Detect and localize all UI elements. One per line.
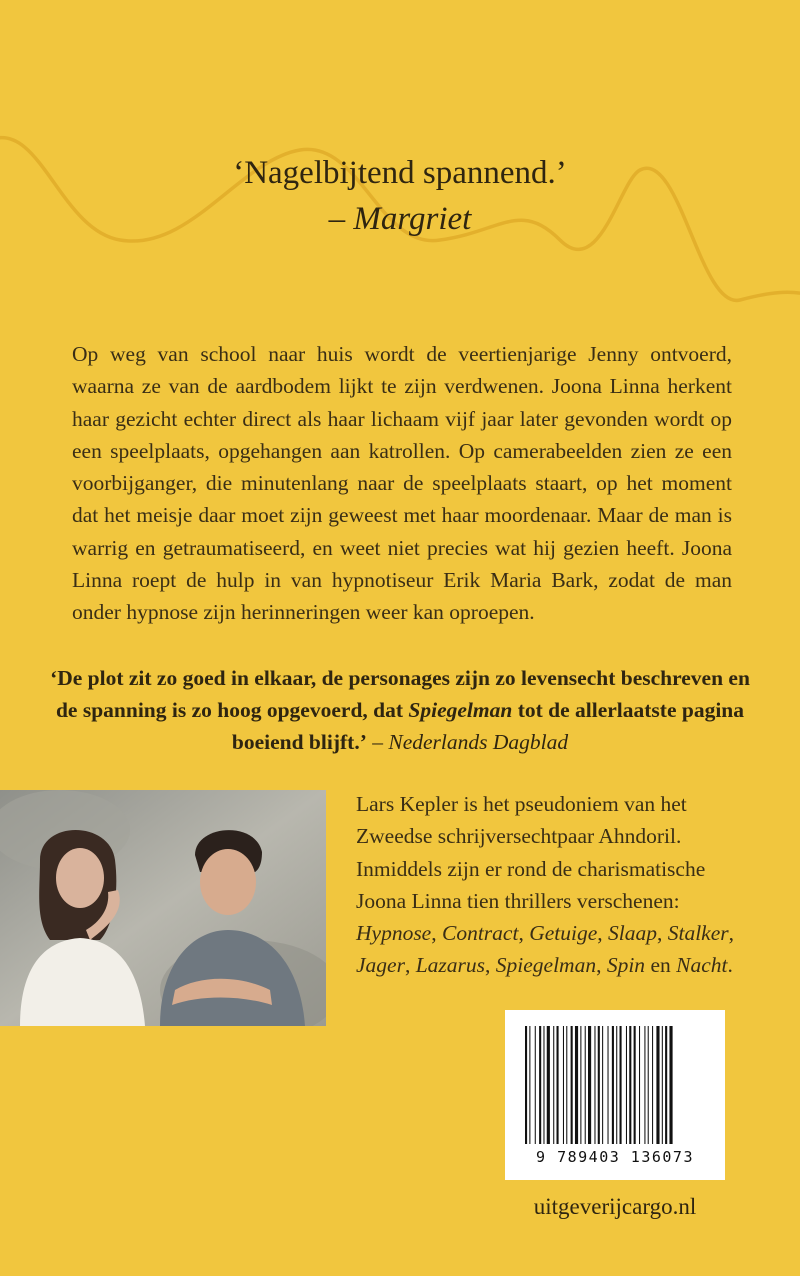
book-title-1: Hypnose	[356, 921, 432, 946]
barcode-bar	[648, 1026, 649, 1144]
barcode-bar	[626, 1026, 627, 1144]
barcode-bar	[580, 1026, 581, 1144]
separator: ,	[404, 953, 416, 978]
barcode-bar	[634, 1026, 636, 1144]
separator: ,	[431, 921, 442, 946]
bio-end: .	[727, 953, 733, 978]
barcode-bar	[669, 1026, 672, 1144]
barcode-bar	[616, 1026, 617, 1144]
review-text-part1: ‘De plot zit zo goed in elkaar, de personages zijn zo levensecht beschreven en de spanning is zo hoog opgevoerd, dat	[50, 666, 750, 722]
barcode-bar	[557, 1026, 559, 1144]
barcode-bar	[543, 1026, 544, 1144]
review-text-part2: tot de allerlaatste pagina boeiend blijft.’	[231, 698, 745, 754]
book-title-8: Spiegelman	[495, 953, 597, 978]
barcode-bar	[539, 1026, 541, 1144]
separator: ,	[656, 921, 668, 946]
top-quote-text: ‘Nagelbijtend spannend.’	[233, 155, 567, 191]
isbn-barcode	[505, 1010, 725, 1180]
publisher-website: uitgeverijcargo.nl	[533, 1194, 697, 1219]
blurb-text: Op weg van school naar huis wordt de veertienjarige Jenny ontvoerd, waarna ze van de aardbodem lijkt te zijn verdwenen. Joona Linna herkent haar gezicht echter direct als haar lichaam vijf jaar later gevonden wordt op een speelplaats, opgehangen aan katrollen. Op camerabeelden zien ze een voorbijganger, die minutenlang naar de speelplaats staart, op het moment dat het meisje daar moet zijn geweest met haar moordenaar. Maar de man is warrig en getraumatiseerd, en weet niet precies wat hij gezien heeft. Joona Linna roept de hulp in van hypnotiseur Erik Maria Bark, zodat de man onder hypnose zijn herinneringen weer kan oproepen.	[72, 342, 732, 625]
top-quote	[0, 150, 800, 242]
barcode-bar	[566, 1026, 567, 1144]
book-title-4: Slaap	[608, 921, 657, 946]
barcode-bar	[598, 1026, 600, 1144]
book-title-2: Contract	[441, 921, 519, 946]
barcode-bar	[612, 1026, 614, 1144]
book-title-6: Jager	[356, 953, 405, 978]
barcode-bar	[656, 1026, 659, 1144]
book-blurb	[72, 338, 732, 629]
review-source: – Nederlands Dagblad	[366, 730, 569, 754]
barcode-bar	[620, 1026, 622, 1144]
barcode-bar	[525, 1026, 527, 1144]
barcode-bar	[665, 1026, 667, 1144]
barcode-bar	[585, 1026, 586, 1144]
barcode-bar	[602, 1026, 603, 1144]
author-bio-intro: Lars Kepler is het pseudoniem van het Zweedse schrijversechtpaar Ahndoril. Inmiddels zijn er rond de charismatische Joona Linna tien thrillers verschenen:	[356, 792, 706, 913]
barcode-bar	[652, 1026, 653, 1144]
barcode-bar	[662, 1026, 663, 1144]
barcode-bar	[529, 1026, 530, 1144]
barcode-bar	[639, 1026, 640, 1144]
barcode-bars	[523, 1026, 707, 1144]
separator-and: en	[645, 953, 677, 978]
review-quote	[40, 662, 760, 758]
barcode-bar	[644, 1026, 645, 1144]
barcode-bar	[571, 1026, 573, 1144]
barcode-bar	[563, 1026, 564, 1144]
barcode-bar	[535, 1026, 536, 1144]
barcode-bar	[629, 1026, 631, 1144]
author-photo	[0, 790, 326, 1026]
book-title-3: Getuige	[529, 921, 598, 946]
barcode-bar	[588, 1026, 591, 1144]
barcode-bar	[553, 1026, 554, 1144]
separator: ,	[597, 921, 608, 946]
review-book-title: Spiegelman	[408, 698, 513, 722]
barcode-bar	[575, 1026, 578, 1144]
separator: ,	[485, 953, 496, 978]
separator: ,	[518, 921, 530, 946]
top-quote-source: – Margriet	[328, 201, 472, 237]
book-title-10: Nacht	[676, 953, 728, 978]
author-bio	[356, 788, 746, 982]
barcode-bar	[594, 1026, 595, 1144]
isbn-number: 9 789403 136073	[536, 1148, 694, 1166]
separator: ,	[596, 953, 607, 978]
book-title-5: Stalker	[667, 921, 729, 946]
barcode-bar	[547, 1026, 550, 1144]
book-title-9: Spin	[606, 953, 646, 978]
separator: ,	[728, 921, 735, 946]
barcode-bar	[608, 1026, 609, 1144]
book-title-7: Lazarus	[415, 953, 486, 978]
